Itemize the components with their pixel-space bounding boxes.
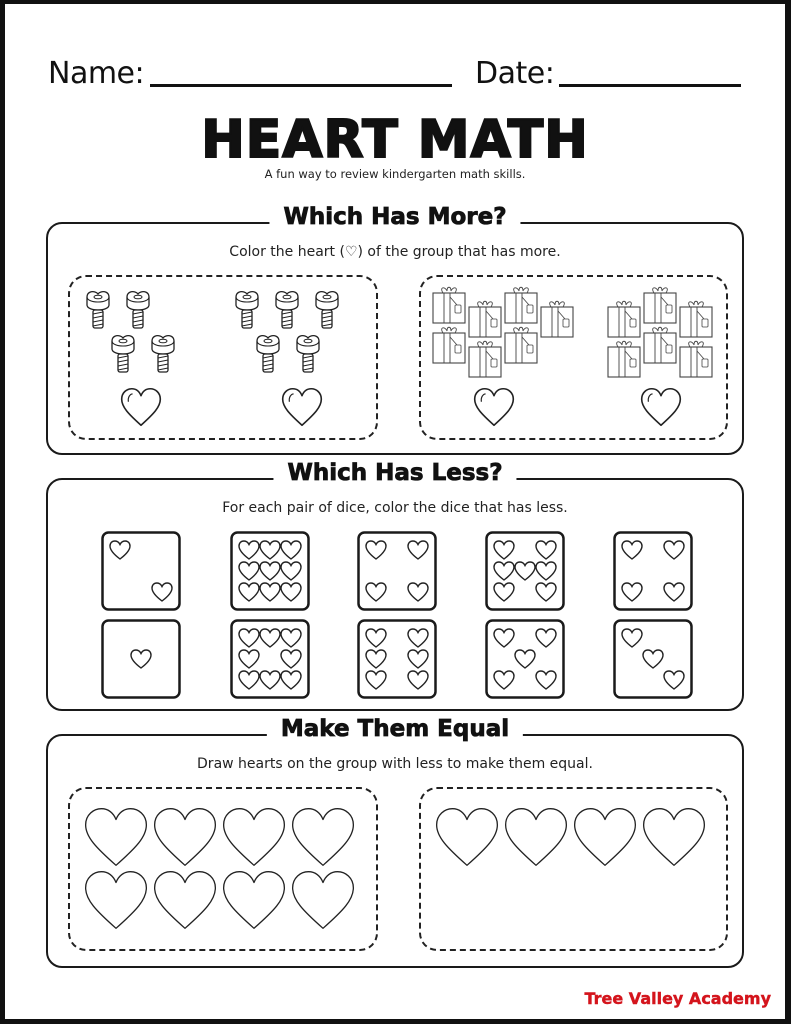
- outline-heart-icon: [434, 806, 500, 868]
- heart-group: [421, 789, 726, 949]
- die-top[interactable]: [357, 531, 437, 611]
- answer-heart-icon[interactable]: [473, 387, 515, 427]
- dice-pairs: [48, 480, 742, 709]
- equal-left-panel[interactable]: [68, 787, 378, 951]
- die-top[interactable]: [613, 531, 693, 611]
- gift-icon: [678, 339, 714, 379]
- die-top[interactable]: [485, 531, 565, 611]
- dice-pair: [357, 531, 437, 701]
- section-heading: Which Has More?: [269, 204, 520, 230]
- outline-heart-icon: [152, 806, 218, 868]
- die-bottom[interactable]: [101, 619, 181, 699]
- screw-groups: [70, 277, 376, 438]
- name-field[interactable]: [150, 84, 452, 87]
- screw-icon: [254, 333, 282, 375]
- section-instruction: Color the heart (♡) of the group that has more.: [229, 244, 561, 260]
- section-heading: Make Them Equal: [267, 716, 523, 742]
- answer-heart-icon[interactable]: [281, 387, 323, 427]
- answer-heart-icon[interactable]: [120, 387, 162, 427]
- outline-heart-icon: [503, 806, 569, 868]
- page-subtitle: A fun way to review kindergarten math skills.: [264, 167, 526, 181]
- die-bottom[interactable]: [357, 619, 437, 699]
- dice-pair: [101, 531, 181, 701]
- gift-icon: [606, 299, 642, 339]
- heart-group: [70, 789, 376, 949]
- date-field[interactable]: [559, 84, 741, 87]
- outline-heart-icon: [290, 869, 356, 931]
- section-make-them-equal: [46, 716, 744, 968]
- screw-comparison-panel: [68, 275, 378, 440]
- brand-logo: Tree Valley Academy: [584, 989, 771, 1008]
- dice-pair: [613, 531, 693, 701]
- dice-pair: [230, 531, 310, 701]
- gift-group: [421, 277, 730, 442]
- outline-heart-icon: [152, 869, 218, 931]
- die-bottom[interactable]: [613, 619, 693, 699]
- gift-comparison-panel: [419, 275, 728, 440]
- section-which-has-more: [46, 204, 744, 455]
- section-instruction: For each pair of dice, color the dice that has less.: [222, 500, 568, 516]
- equal-right-panel[interactable]: [419, 787, 728, 951]
- screw-icon: [294, 333, 322, 375]
- outline-heart-icon: [221, 869, 287, 931]
- outline-heart-icon: [83, 869, 149, 931]
- gift-icon: [642, 325, 678, 365]
- outline-heart-icon: [641, 806, 707, 868]
- page-title: HEART MATH: [201, 110, 589, 170]
- outline-heart-icon: [83, 806, 149, 868]
- screw-icon: [313, 289, 341, 331]
- gift-icon: [606, 339, 642, 379]
- gift-icon: [678, 299, 714, 339]
- die-bottom[interactable]: [485, 619, 565, 699]
- date-label: Date:: [475, 56, 555, 91]
- screw-group: [70, 277, 380, 442]
- screw-icon: [233, 289, 261, 331]
- outline-heart-icon: [290, 806, 356, 868]
- gift-groups: [421, 277, 726, 438]
- outline-heart-icon: [572, 806, 638, 868]
- section-instruction: Draw hearts on the group with less to make them equal.: [197, 756, 593, 772]
- dice-pair: [485, 531, 565, 701]
- gift-icon: [642, 285, 678, 325]
- die-top[interactable]: [230, 531, 310, 611]
- worksheet-page: [5, 4, 785, 1019]
- name-label: Name:: [48, 56, 145, 91]
- outline-heart-icon: [221, 806, 287, 868]
- section-which-has-less: [46, 460, 744, 711]
- section-heading: Which Has Less?: [273, 460, 516, 486]
- answer-heart-icon[interactable]: [640, 387, 682, 427]
- screw-icon: [273, 289, 301, 331]
- die-top[interactable]: [101, 531, 181, 611]
- die-bottom[interactable]: [230, 619, 310, 699]
